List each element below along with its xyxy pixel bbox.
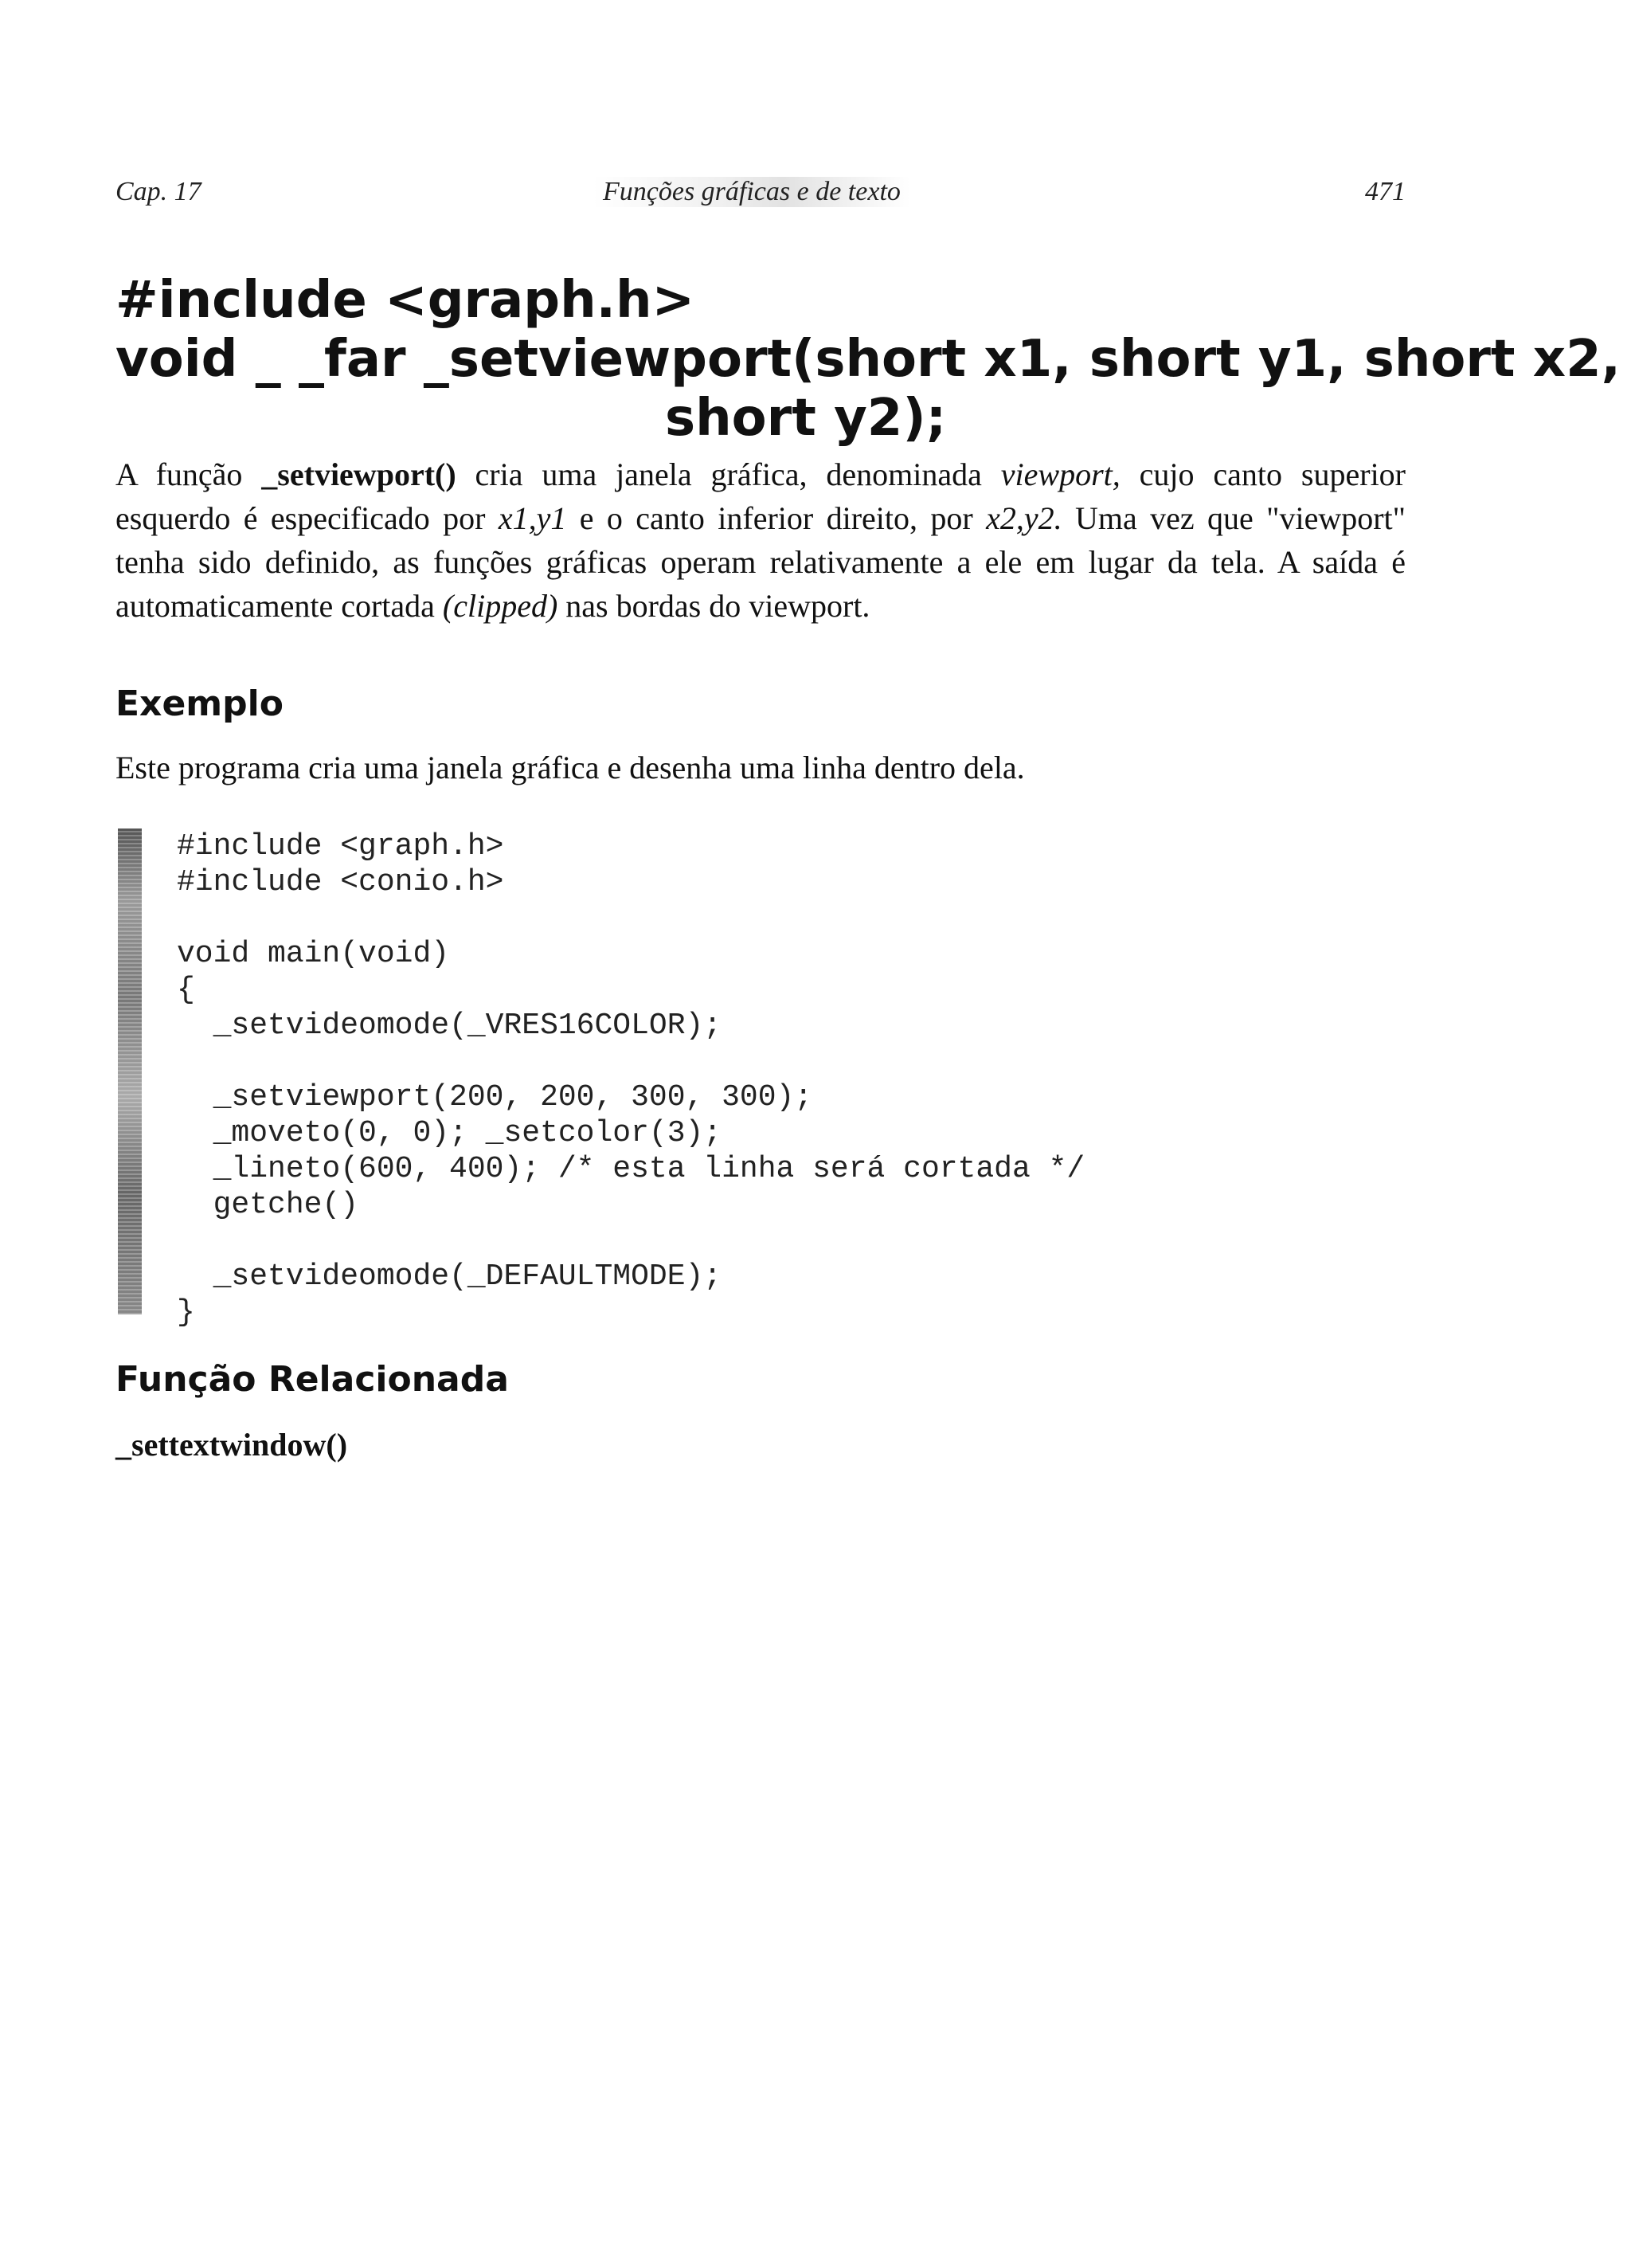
related-function-name: _settextwindow() [115, 1427, 348, 1463]
code-line [177, 900, 1371, 936]
code-example [177, 828, 1371, 1330]
function-signature [115, 271, 1621, 448]
code-line: _moveto(0, 0); _setcolor(3); [177, 1116, 722, 1150]
signature-include-line: #include <graph.h> [115, 271, 695, 330]
code-line: getche() [177, 1188, 359, 1222]
example-heading: Exemplo [115, 684, 284, 724]
description-text: e o canto inferior direito, por [566, 500, 987, 536]
term-viewport: viewport, [1000, 456, 1121, 492]
description-text: nas bordas do viewport. [557, 588, 870, 624]
description-text: cujo canto superior esquerdo é especificado por [115, 456, 1406, 536]
function-name: _setviewport() [261, 456, 456, 492]
term-clipped: (clipped) [442, 588, 558, 624]
code-line [177, 1044, 1371, 1079]
code-line: { [177, 973, 195, 1007]
code-line: _setvideomode(_DEFAULTMODE); [177, 1259, 722, 1294]
code-line: } [177, 1295, 195, 1330]
code-line: void main(void) [177, 937, 450, 971]
page-number: 471 [1365, 177, 1406, 206]
description-text: cria uma janela gráfica, denominada [456, 456, 1001, 492]
signature-declaration-continuation: short y2); [665, 389, 947, 448]
description-text: A função [115, 456, 262, 492]
coordinates-upper-left: x1,y1 [498, 500, 567, 536]
code-line [177, 1223, 1371, 1259]
example-intro: Este programa cria uma janela gráfica e desenha uma linha dentro dela. [115, 750, 1025, 785]
chapter-label: Cap. 17 [115, 177, 201, 206]
related-function-heading: Função Relacionada [115, 1359, 509, 1400]
code-line: _setviewport(200, 200, 300, 300); [177, 1080, 813, 1114]
code-margin-bar [118, 828, 142, 1314]
code-line: #include <conio.h> [177, 865, 504, 899]
running-title: Funções gráficas e de texto [593, 177, 910, 207]
signature-declaration-line: void _ _far _setviewport(short x1, short y1, short x2, [115, 330, 1621, 389]
function-description [115, 452, 1406, 628]
code-line: #include <graph.h> [177, 829, 504, 864]
coordinates-lower-right: x2,y2. [986, 500, 1062, 536]
code-line: _lineto(600, 400); /* esta linha será cortada */ [177, 1152, 1085, 1186]
code-line: _setvideomode(_VRES16COLOR); [177, 1009, 722, 1043]
page-header [115, 177, 1406, 217]
description-text: Uma vez que "viewport" tenha sido definido, as funções gráficas operam relativamente a ele em lugar da tela. A saída é automaticamente cortada [115, 500, 1406, 624]
